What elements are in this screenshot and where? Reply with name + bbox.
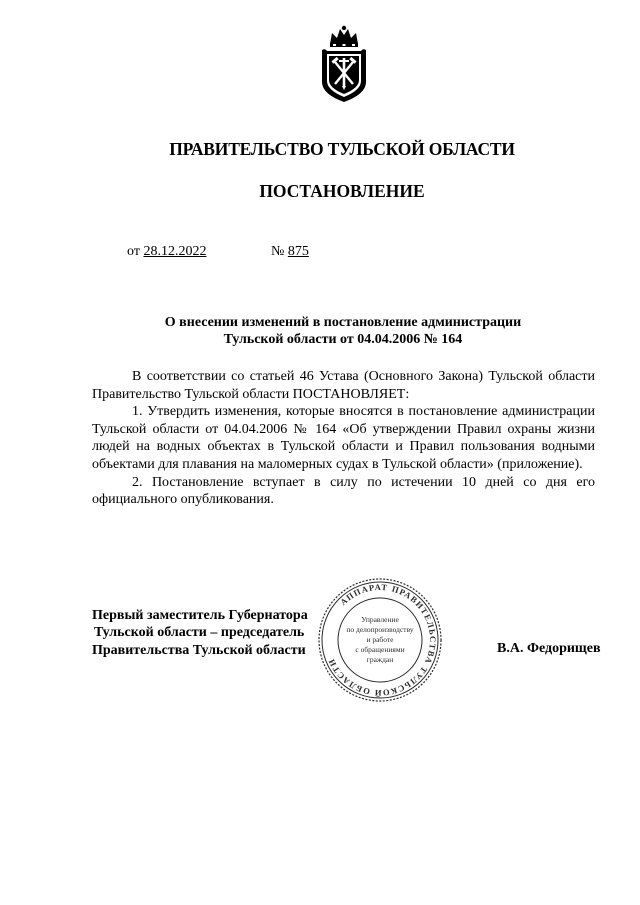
stamp-center-line: с обращениями bbox=[355, 645, 405, 654]
document-body bbox=[92, 368, 595, 509]
number-value: 875 bbox=[287, 244, 309, 259]
tula-coat-of-arms-icon bbox=[316, 24, 372, 104]
position-line: Первый заместитель Губернатора bbox=[92, 608, 308, 623]
stamp-center-line: граждан bbox=[366, 655, 394, 664]
stamp-ring-text: АППАРАТ ПРАВИТЕЛЬСТВА ТУЛЬСКОЙ ОБЛАСТИ bbox=[325, 581, 439, 699]
body-paragraph: 1. Утвердить изменения, которые вносятся в постановление администрации Тульской области от 04.04.2006 № 164 «Об утверждении Правил охраны жизни людей на водных объектах в Тульской области и Правил пользования водными объектами для плавания на маломерных судах в Тульской области» (приложение). bbox=[92, 404, 595, 472]
stamp-center-line: и работе bbox=[366, 635, 394, 644]
signatory-position bbox=[92, 607, 308, 659]
document-subject bbox=[100, 314, 586, 348]
subject-line: О внесении изменений в постановление администрации bbox=[164, 315, 522, 330]
date-prefix: от bbox=[127, 244, 140, 259]
date-value: 28.12.2022 bbox=[143, 244, 207, 259]
subject-line: Тульской области от 04.04.2006 № 164 bbox=[223, 332, 463, 347]
body-paragraph: 2. Постановление вступает в силу по истечении 10 дней со дня его официального опубликования. bbox=[92, 474, 595, 508]
organization-title: ПРАВИТЕЛЬСТВО ТУЛЬСКОЙ ОБЛАСТИ bbox=[169, 139, 515, 159]
stamp-center-line: по делопроизводству bbox=[346, 625, 414, 634]
position-line: Тульской области – председатель bbox=[94, 625, 305, 641]
official-stamp bbox=[317, 577, 443, 703]
document-type: ПОСТАНОВЛЕНИЕ bbox=[259, 181, 425, 201]
stamp-center-line: Управление bbox=[361, 615, 399, 624]
document-number bbox=[271, 244, 309, 260]
body-paragraph: В соответствии со статьей 46 Устава (Основного Закона) Тульской области Правительство Тульской области ПОСТАНОВЛЯЕТ: bbox=[92, 369, 595, 402]
signatory-name: В.А. Федорищев bbox=[497, 641, 601, 656]
document-date bbox=[127, 244, 206, 260]
position-line: Правительства Тульской области bbox=[92, 642, 306, 658]
number-prefix: № bbox=[271, 244, 285, 259]
